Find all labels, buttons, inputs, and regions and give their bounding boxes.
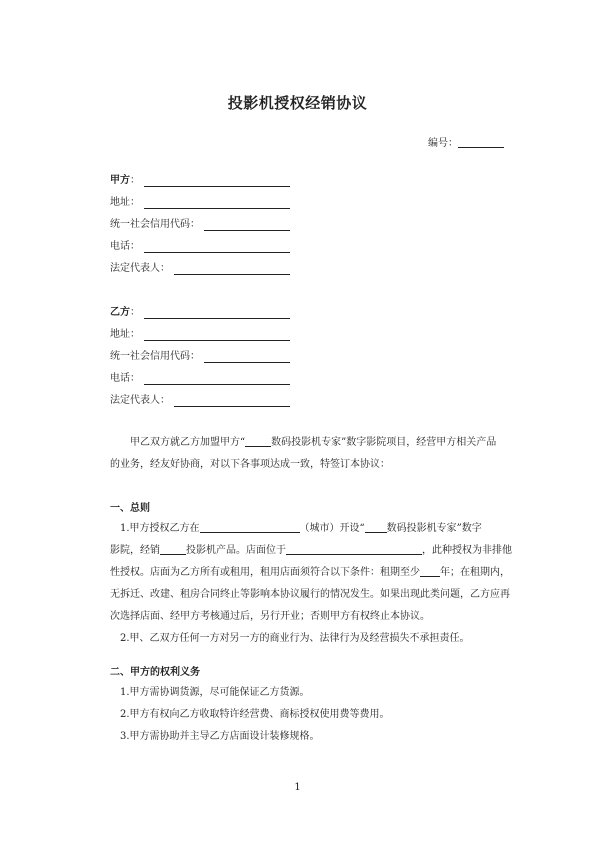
party-a-phone-blank: [144, 252, 290, 253]
product-brand-blank: [160, 544, 186, 555]
clause-2-2: 2.甲方有权向乙方收取特许经营费、商标授权使用费等费用。: [120, 709, 390, 720]
section-1-body: 1.甲方授权乙方在 （城市）开设“ 数码投影机专家”数字 影院，经销 投影机产品。店面位于 ，此种授权为非排他 性授权。店面为乙方所有或租用，租用店面须符合以下条件：租期至少 年；在租期内， 无拆迁、改建、租房合同终止等影响本协议履行的情况发生。如果出现此类问题，乙方应再 次选择店面、经甲方考核通过后，另行开业；否则甲方有权终止本协议。 2.甲、乙双方任何一方对另一方的商业行为、法律行为及经营损失不承担责任。: [110, 518, 505, 650]
page-number: 1: [294, 782, 301, 793]
party-b-legal-rep-field: [110, 394, 170, 408]
number-label: 编号：: [428, 138, 458, 149]
section-2-heading: 二、甲方的权利义务: [110, 667, 200, 678]
party-b-legal-rep-label: 法定代表人：: [110, 395, 170, 406]
party-a-address-blank: [144, 208, 290, 209]
city-blank: [200, 522, 300, 533]
party-a-credit-code-label: 统一社会信用代码：: [110, 219, 200, 230]
brand-blank-2: [365, 522, 387, 533]
party-b-label: 乙方: [110, 307, 130, 318]
party-b-phone-label: 电话：: [110, 373, 140, 384]
party-a-phone-field: [110, 240, 140, 254]
party-b-phone-blank: [144, 384, 290, 385]
clause-1-2: 2.甲、乙双方任何一方对另一方的商业行为、法律行为及经营损失不承担责任。: [120, 633, 470, 644]
party-b-address-label: 地址：: [110, 329, 140, 340]
clause-2-3: 3.甲方需协助并主导乙方店面设计装修规格。: [120, 731, 320, 742]
intro-paragraph: 甲乙双方就乙方加盟甲方“ 数码投影机专家”数字影院项目，经营甲方相关产品 的业务，经友好协商，对以下各事项达成一致，特签订本协议：: [110, 437, 497, 470]
party-b-address-blank: [144, 340, 290, 341]
section-2-body: [110, 682, 505, 748]
party-a-credit-code-blank: [204, 230, 290, 231]
party-b-legal-rep-blank: [174, 406, 290, 407]
party-a-phone-label: 电话：: [110, 241, 140, 252]
party-b-credit-code-field: [110, 350, 200, 364]
party-b-credit-code-blank: [204, 362, 290, 363]
contract-number: [428, 134, 504, 149]
party-a-legal-rep-blank: [174, 274, 290, 275]
party-a-credit-code-field: [110, 218, 200, 232]
party-b-credit-code-label: 统一社会信用代码：: [110, 351, 200, 362]
party-a-address-label: 地址：: [110, 197, 140, 208]
clause-2-1: 1.甲方需协调货源，尽可能保证乙方货源。: [120, 687, 310, 698]
party-a-legal-rep-field: [110, 262, 170, 276]
party-b-phone-field: [110, 372, 140, 386]
section-1-heading: 一、总则: [110, 503, 150, 514]
party-a-legal-rep-label: 法定代表人：: [110, 263, 170, 274]
party-b-address-field: [110, 328, 140, 342]
party-a-address-field: [110, 196, 140, 210]
lease-years-blank: [420, 566, 440, 577]
party-b-name-field: 乙方：: [110, 306, 140, 320]
store-location-blank: [286, 544, 422, 555]
party-a-name-blank: [144, 186, 290, 187]
party-b-name-blank: [144, 318, 290, 319]
party-a-label: 甲方: [110, 175, 130, 186]
party-a-name-field: 甲方：: [110, 174, 140, 188]
brand-blank: [245, 436, 271, 447]
number-blank: [458, 137, 504, 148]
document-title: 投影机授权经销协议: [227, 94, 368, 112]
